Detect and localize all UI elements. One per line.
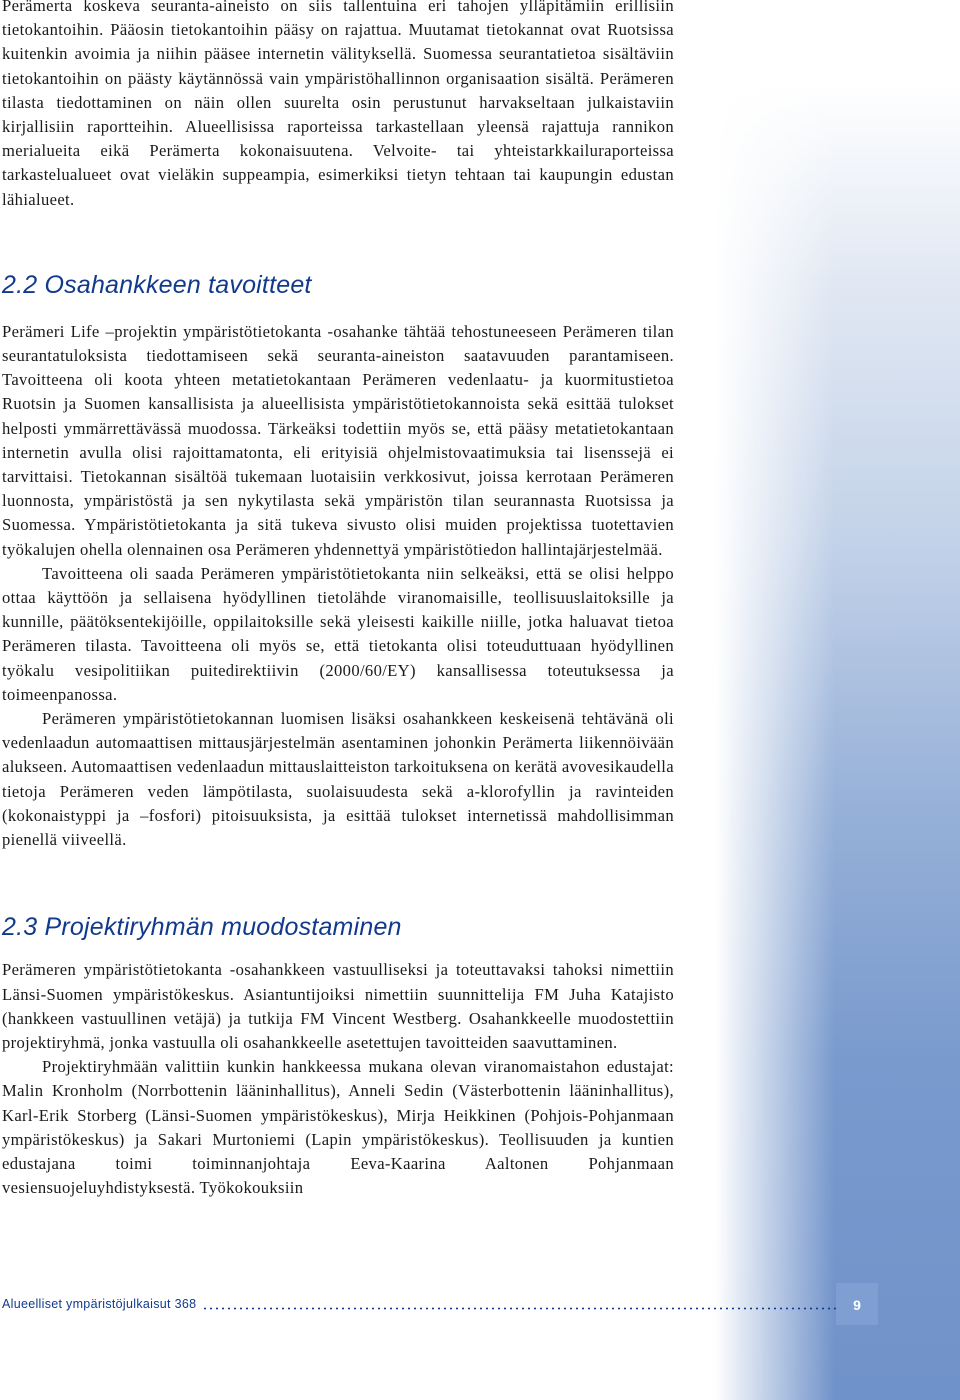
intro-paragraph: Perämerta koskeva seuranta-aineisto on siis tallentuina eri tahojen ylläpitämiin erillisiin tietokantoihin. Pääosin tietokantoihin pääsy on rajattua. Muutamat tietokannat ovat Ruotsissa kuitenkin avoimia ja niihin pääsee internetin välityksellä. Suomessa seurantatietoa sisältäviin tietokantoihin on päästy käytännössä vain ympäristöhallinnon organisaation sisältä. Perämeren tilasta tiedottaminen on näin ollen suurelta osin perustunut harvakseltaan julkaistaviin kirjallisiin raportteihin. Alueellisissa raporteissa tarkastellaan yleensä rajattuja rannikon merialueita eikä Perämerta kokonaisuutena. Velvoite- tai yhteistarkkailuraporteissa tarkastelualueet ovat vieläkin suppeampia, esimerkiksi tietyn tehtaan tai kaupungin edustan lähialueet. — [2, 0, 674, 209]
section-heading-2-2: 2.2 Osahankkeen tavoitteet — [2, 270, 312, 299]
page-body — [2, 0, 674, 1200]
footer-dotted-leader — [202, 1307, 840, 1310]
section-2-3-paragraph-1: Perämeren ympäristötietokanta -osahankkeen vastuulliseksi ja toteuttavaksi tahoksi nimettiin Länsi-Suomen ympäristökeskus. Asiantuntijoiksi nimettiin suunnittelija FM Juha Katajisto (hankkeen vastuullinen vetäjä) ja tutkija FM Vincent Westberg. Osahankkeelle muodostettiin projektiryhmä, jonka vastuulla oli osahankkeelle asetettujen tavoitteiden saavuttaminen. — [2, 960, 674, 1052]
section-heading-2-3: 2.3 Projektiryhmän muodostaminen — [2, 913, 402, 942]
section-2-2-paragraph-2: Tavoitteena oli saada Perämeren ympäristötietokanta niin selkeäksi, että se olisi helppo ottaa käyttöön ja sellaisena hyödyllinen tietolähde viranomaisille, teollisuuslaitoksille ja kunnille, päätöksentekijöille, oppilaitoksille sekä yleisesti kaikille niille, jotka haluavat tietoa Perämeren tilasta. Tavoitteena oli myös se, että tietokanta olisi toteuduttuaan hyödyllinen työkalu vesipolitiikan puitedirektiivin (2000/60/EY) kansallisessa toteutuksessa ja toimeenpanossa. — [2, 563, 674, 704]
page-number-box: 9 — [836, 1283, 878, 1325]
page-footer — [2, 1297, 852, 1321]
decorative-side-gradient — [715, 0, 960, 1400]
section-2-3-paragraph-2: Projektiryhmään valittiin kunkin hankkeessa mukana olevan viranomaistahon edustajat: Malin Kronholm (Norrbottenin lääninhallitus), Anneli Sedin (Västerbottenin lääninhallitus), Karl-Erik Storberg (Länsi-Suomen ympäristökeskus), Mirja Heikkinen (Pohjois-Pohjanmaan ympäristökeskus) ja Sakari Murtoniemi (Lapin ympäristökeskus). Teollisuuden ja kuntien edustajana toimi toiminnanjohtaja Eeva-Kaarina Aaltonen Pohjanmaan vesiensuojeluyhdistyksestä. Työkokouksiin — [2, 1057, 674, 1198]
footer-series-title: Alueelliset ympäristöjulkaisut 368 — [2, 1297, 197, 1311]
section-2-2-paragraph-1: Perämeri Life –projektin ympäristötietokanta -osahanke tähtää tehostuneeseen Perämeren tilan seurantatuloksista tiedottamiseen sekä seuranta-aineiston saatavuuden parantamiseen. Tavoitteena oli koota yhteen metatietokantaan Perämeren vedenlaatu- ja kuormitustietoa Ruotsin ja Suomen kansallisista ja alueellisista ympäristötietokannoista sekä esittää tulokset helposti ymmärrettävässä muodossa. Tärkeäksi todettiin myös se, että pääsy metatietokantaan internetin avulla olisi rajoittamatonta, eli erityisiä ohjelmistovaatimuksia tai lisenssejä ei tarvittaisi. Tietokannan sisältöä tukemaan luotaisiin verkkosivut, joissa kerrotaan Perämeren luonnosta, ympäristöstä ja sen nykytilasta sekä ympäristön tilan seurannasta Ruotsissa ja Suomessa. Ympäristötietokanta ja sitä tukeva sivusto olisi muiden projektissa tuotettavien työkalujen ohella olennainen osa Perämeren yhdennettyä ympäristötiedon hallintajärjestelmää. — [2, 321, 674, 559]
section-2-2-paragraph-3: Perämeren ympäristötietokannan luomisen lisäksi osahankkeen keskeisenä tehtävänä oli vedenlaadun automaattisen mittausjärjestelmän asentaminen johonkin Perämerta liikennöivään alukseen. Automaattisen vedenlaadun mittauslaitteiston tarkoituksena on kerätä avovesikaudella tietoja Perämeren veden lämpötilasta, suolaisuudesta sekä a-klorofyllin ja ravinteiden (kokonaistyppi ja –fosfori) pitoisuuksista, ja esittää tulokset internetissä mahdollisimman pienellä viiveellä. — [2, 709, 674, 850]
